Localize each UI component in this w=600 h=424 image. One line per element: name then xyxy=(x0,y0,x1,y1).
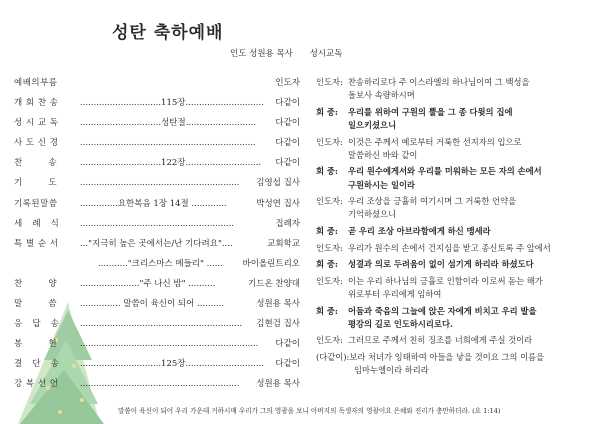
litany-speaker: 인도자: xyxy=(316,335,343,346)
order-item xyxy=(14,197,300,217)
litany-line: 성결과 의로 두려움이 없이 섬기게 하리라 하셨도다 xyxy=(348,259,534,270)
order-item-name: 특 별 순 서 xyxy=(14,238,59,249)
litany-line: 그러므로 주께서 친히 징조를 너희에게 주실 것이라 xyxy=(348,335,533,346)
order-of-service xyxy=(14,76,300,398)
order-item-leader: 성원용 목사 xyxy=(256,379,300,390)
litany-speaker: 회 중: xyxy=(316,106,338,117)
order-item-leader: 다같이 xyxy=(275,118,300,129)
order-item-leader: 다같이 xyxy=(275,138,300,149)
order-item-content: ..........."크리스마스 메들리" ...... xyxy=(98,258,223,269)
order-item xyxy=(14,377,300,397)
order-item-leader: 다같이 xyxy=(275,158,300,169)
litany-speaker: 인도자: xyxy=(316,275,343,286)
order-item-name: 기 도 xyxy=(14,178,58,189)
order-item-name: 결 단 송 xyxy=(14,359,60,370)
order-item-leader: 교회학교 xyxy=(267,238,300,249)
litany-speaker: 인도자: xyxy=(316,242,343,253)
litany-entry xyxy=(316,242,598,255)
order-item xyxy=(14,156,300,176)
order-item-leader: 성원용 목사 xyxy=(256,299,300,310)
litany-line: 평강의 길로 인도하시리로다. xyxy=(348,318,453,329)
order-item-content: ..............................122장............................ xyxy=(80,158,262,169)
order-item xyxy=(14,337,300,357)
sermon-label: 성시교독 xyxy=(309,49,343,59)
order-item-content: ................................................................. xyxy=(80,138,256,149)
order-item-leader: 김영섭 집사 xyxy=(256,178,300,189)
order-item-name: 예배의부름 xyxy=(14,78,58,88)
order-item-content: ........................................................... xyxy=(80,178,240,189)
page-title: 성탄 축하예배 xyxy=(112,23,224,43)
order-item-content: ..."지극히 높은 곳에서는/난 기다려요".... xyxy=(80,238,233,249)
litany-entry xyxy=(316,351,598,377)
litany-entry xyxy=(316,258,598,271)
litany-line: 구원하시는 일이라 xyxy=(348,179,416,190)
order-item xyxy=(14,217,300,237)
order-item-name: 봉 헌 xyxy=(14,339,58,350)
order-item-name: 성 시 교 독 xyxy=(14,118,59,129)
order-item-name: 사 도 신 경 xyxy=(14,138,59,149)
order-item-content: ......................"주 나신 밤" .......... xyxy=(80,278,216,289)
order-item-name: 응 답 송 xyxy=(14,319,60,330)
order-item xyxy=(14,136,300,156)
order-item-content: ..............................성탄절.......................... xyxy=(80,118,256,129)
litany-line: 찬송하리로다 주 이스라엘의 하나님이여 그 백성을 xyxy=(348,77,530,87)
litany-line: 돌보사 속량하시며 xyxy=(348,90,415,101)
litany-speaker: 회 중: xyxy=(316,305,338,316)
litany-entry xyxy=(316,76,598,102)
order-item xyxy=(14,297,300,317)
footer-verse: 말씀이 육신이 되어 우리 가운데 거하시매 우리가 그의 영광을 보니 아버지의 독생자의 영광이요 은혜와 진리가 충만하더라. (요 1:14) xyxy=(118,407,501,415)
order-item-name: 찬 양 xyxy=(14,278,58,289)
order-item-leader: 기드온 찬양대 xyxy=(248,278,300,289)
order-item-content: ......................................................... xyxy=(80,218,235,229)
litany-entry xyxy=(316,195,598,221)
litany-entry xyxy=(316,225,598,238)
litany-speaker: 회 중: xyxy=(316,166,338,177)
litany-entry xyxy=(316,305,598,331)
order-item-leader: 다같이 xyxy=(275,359,300,370)
litany-speaker: 회 중: xyxy=(316,225,338,236)
litany-line: 위로부터 우리에게 임하여 xyxy=(348,288,442,299)
litany-speaker: 인도자: xyxy=(316,77,343,87)
preacher-text: 인도 성원용 목사 xyxy=(230,49,293,59)
litany-entry xyxy=(316,165,598,191)
litany-entry xyxy=(316,106,598,132)
litany-line: 우리 원수에게서와 우리를 미워하는 모든 자의 손에서 xyxy=(348,166,542,177)
order-item-leader: 인도자 xyxy=(275,78,300,88)
order-item-content: ........................................................... xyxy=(80,379,240,390)
litany-line: 보라 처녀가 잉태하여 아들을 낳을 것이요 그의 이름을 xyxy=(349,351,545,362)
order-item-leader: 김현검 집사 xyxy=(256,319,300,330)
order-item xyxy=(14,237,300,257)
litany-speaker: 인도자: xyxy=(316,196,343,207)
order-item-leader: 박성연 집사 xyxy=(256,198,300,209)
order-item-content: ..............요한복음 1장 14절 ............. xyxy=(80,198,227,209)
litany-line: 말씀하신 바와 같이 xyxy=(348,149,418,160)
litany-entry xyxy=(316,136,598,162)
order-item-name: 말 씀 xyxy=(14,299,58,310)
order-item xyxy=(14,277,300,297)
order-item xyxy=(14,357,300,377)
litany-speaker: 회 중: xyxy=(316,259,338,270)
litany-line: 이는 우리 하나님의 긍휼로 인함이라 이로써 돋는 해가 xyxy=(348,275,543,286)
order-item xyxy=(14,317,300,337)
order-item-name: 세 례 식 xyxy=(14,218,60,229)
order-item-name: 강 복 선 언 xyxy=(14,379,59,390)
order-item xyxy=(14,257,300,277)
litany-speaker: 인도자: xyxy=(316,136,343,147)
litany-line: 이것은 주께서 예로부터 거룩한 선지자의 입으로 xyxy=(348,136,522,147)
order-item-name: 개 회 찬 송 xyxy=(14,98,59,109)
litany-entry xyxy=(316,334,598,347)
order-item-content: ............... 말씀이 육신이 되어 .......... xyxy=(80,299,225,310)
order-item-leader: 다같이 xyxy=(275,339,300,350)
order-item-leader: 집례자 xyxy=(275,218,300,229)
litany-line: 기억하셨으니 xyxy=(348,209,397,220)
order-item xyxy=(14,116,300,136)
litany-speaker: (다같이): xyxy=(316,351,350,362)
litany-line: 어둠과 죽음의 그늘에 앉은 자에게 비치고 우리 발을 xyxy=(348,305,537,316)
order-item-leader: 다같이 xyxy=(275,98,300,109)
order-item-content: ..............................125장............................. xyxy=(80,359,264,370)
litany-line: 곧 우리 조상 아브라함에게 하신 맹세라 xyxy=(348,225,491,236)
order-item-name: 기록된말씀 xyxy=(14,198,58,209)
litany-line: 임마누엘이라 하리라 xyxy=(354,365,429,376)
order-item xyxy=(14,176,300,196)
order-item-content: ..............................115장............................. xyxy=(80,98,264,109)
order-item-content: .................................................................. xyxy=(80,339,259,350)
responsive-reading xyxy=(316,76,598,381)
litany-line: 우리를 위하여 구원의 뿔을 그 종 다윗의 집에 xyxy=(348,106,513,117)
litany-line: 우리 조상을 긍휼히 여기시며 그 거룩한 언약을 xyxy=(348,196,517,207)
order-item xyxy=(14,76,300,96)
litany-line: 우리가 원수의 손에서 건지심을 받고 종신토록 주 앞에서 xyxy=(348,242,551,253)
order-item-content: ............................................................ xyxy=(80,319,243,330)
litany-entry xyxy=(316,275,598,301)
order-item-leader: 바이올린트리오 xyxy=(242,258,300,269)
litany-line: 일으키셨으니 xyxy=(348,120,397,130)
preacher-line xyxy=(230,47,342,59)
order-item xyxy=(14,96,300,116)
order-item-name: 찬 송 xyxy=(14,158,58,169)
